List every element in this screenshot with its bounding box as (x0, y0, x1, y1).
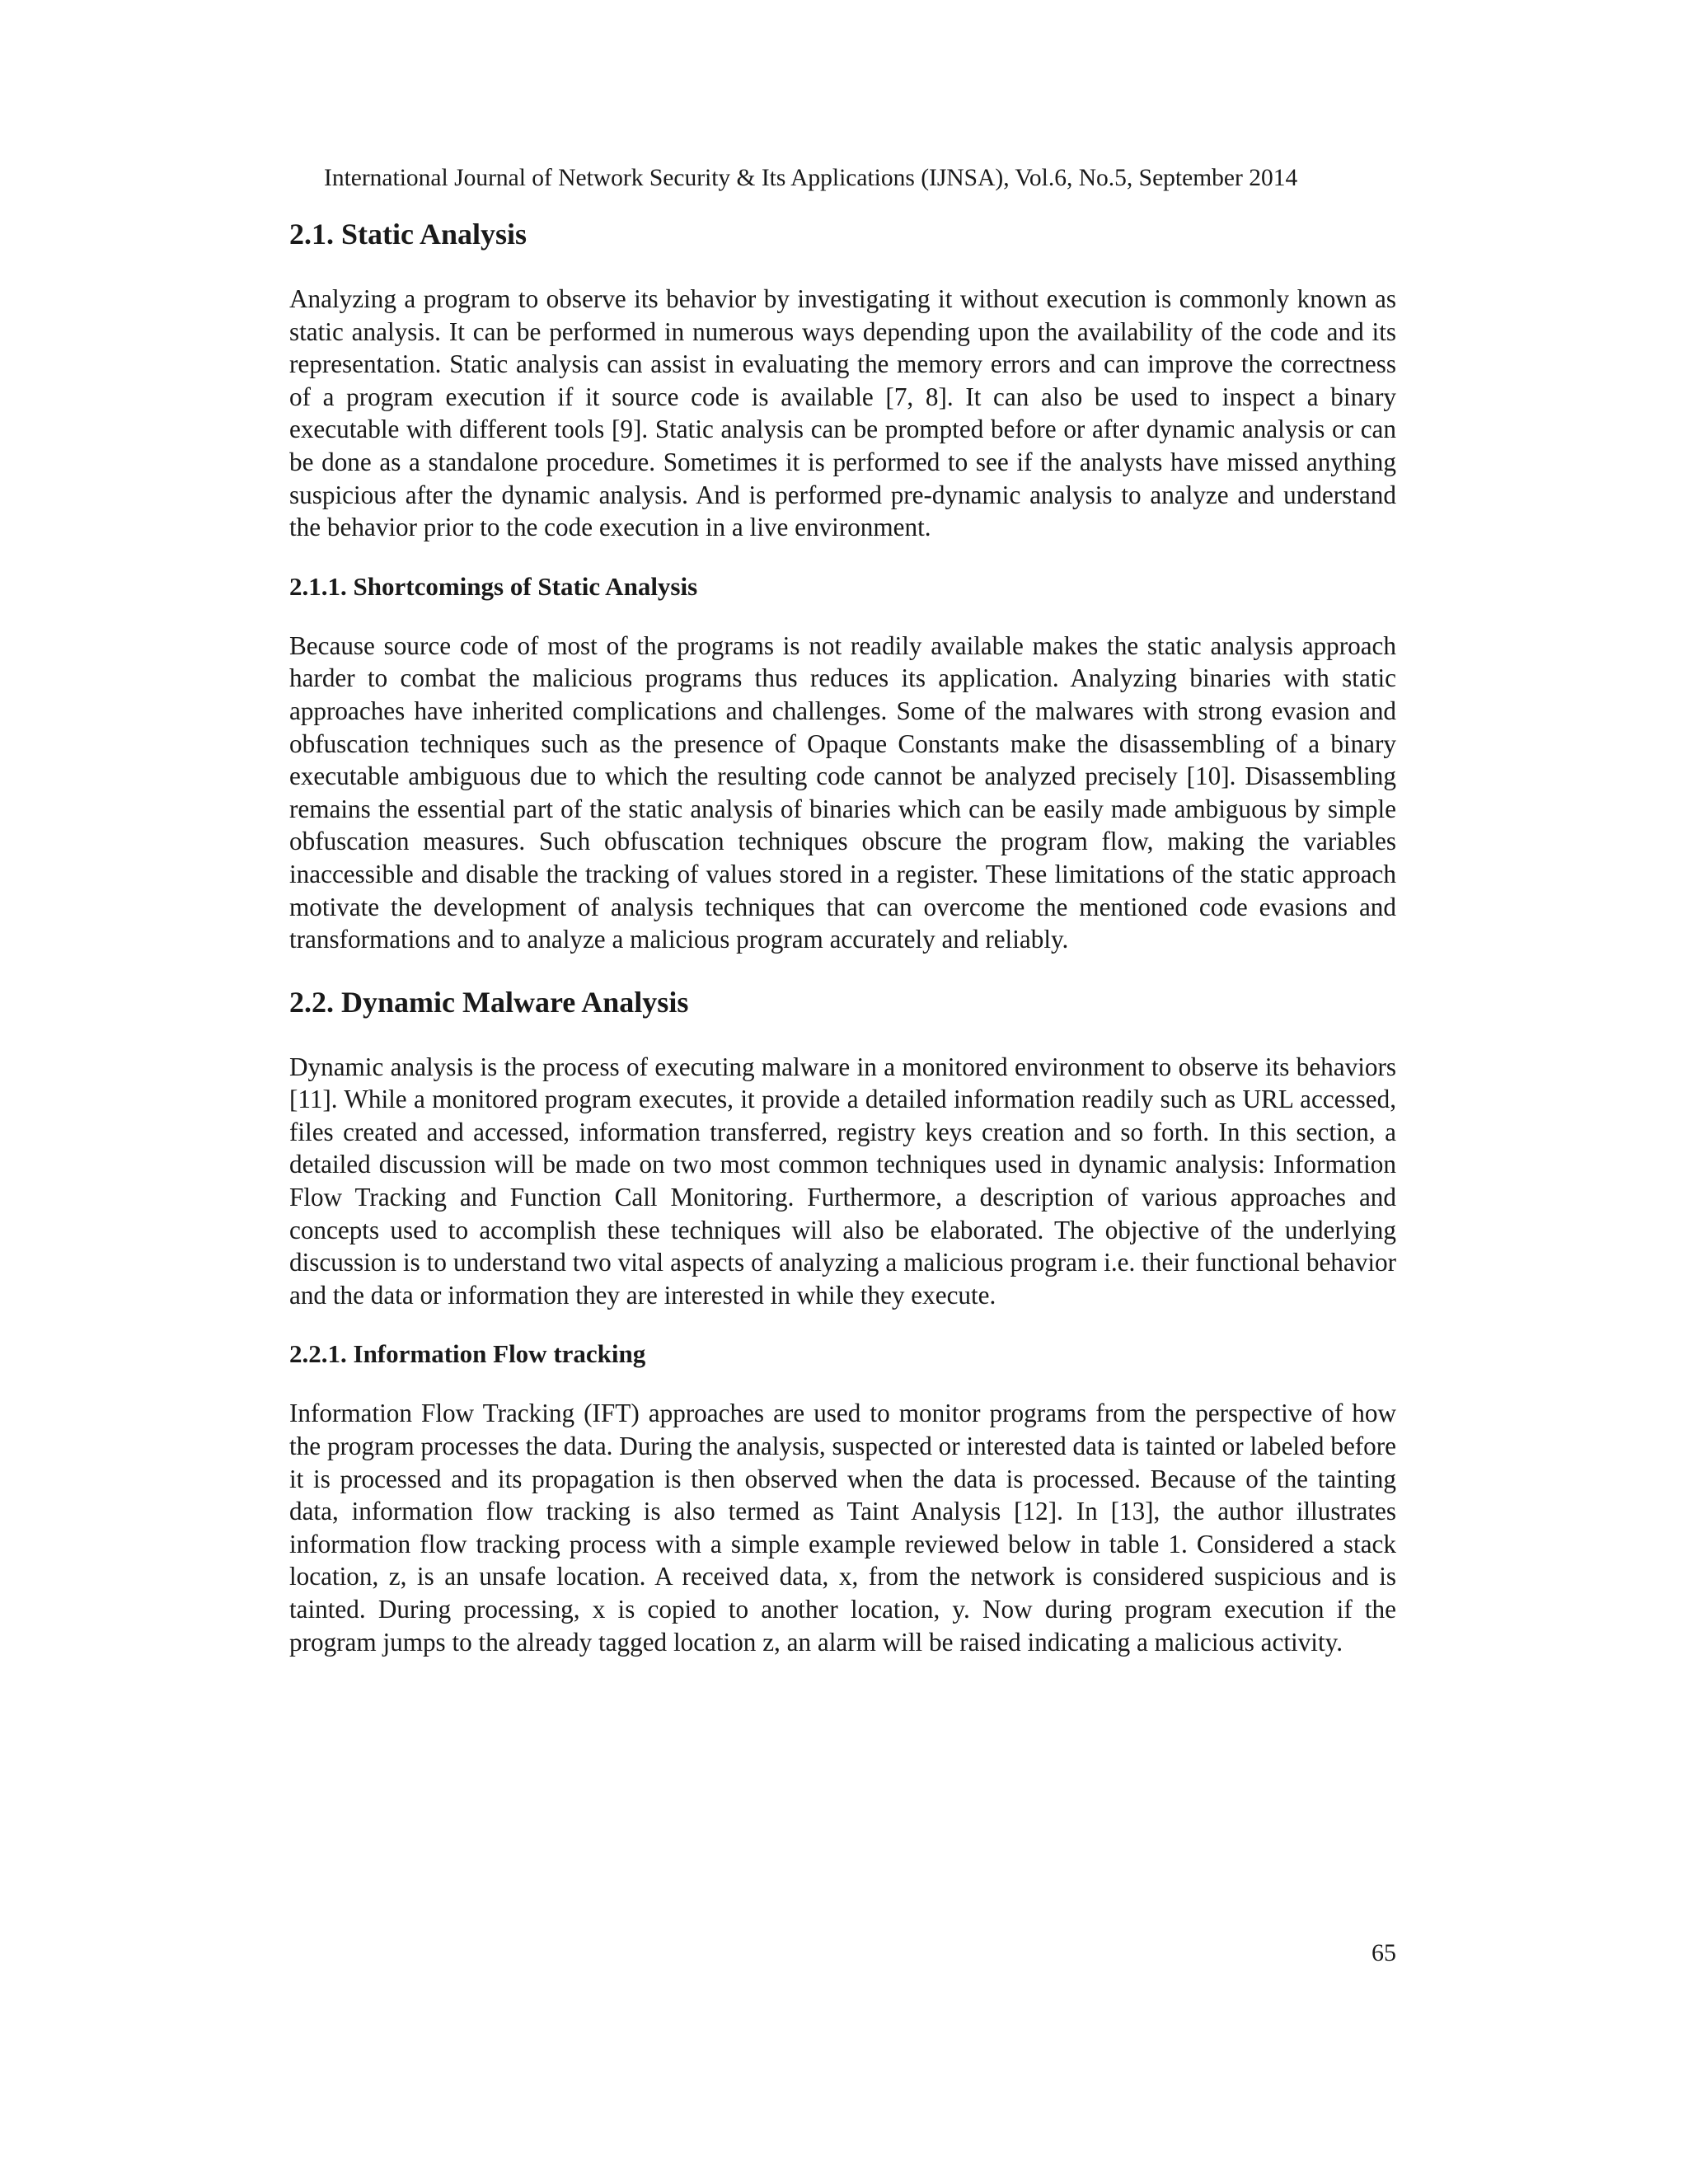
page-body (289, 216, 1396, 1685)
page-number: 65 (1372, 1939, 1396, 1966)
section-heading-static-analysis: 2.1. Static Analysis (289, 218, 528, 251)
section-heading-dynamic-analysis: 2.2. Dynamic Malware Analysis (289, 985, 689, 1019)
paragraph-shortcomings: Because source code of most of the programs is not readily available makes the static analysis approach harder to combat the malicious programs thus reduces its application. Analyzing binaries with static approaches have inherited complications and challenges. Some of the malwares with strong evasion and obfuscation techniques such as the presence of Opaque Constants make the disassembling of a binary executable ambiguous due to which the resulting code cannot be analyzed precisely [10]. Disassembling remains the essential part of the static analysis of binaries which can be easily made ambiguous by simple obfuscation measures. Such obfuscation techniques obscure the program flow, making the variables inaccessible and disable the tracking of values stored in a register. These limitations of the static approach motivate the development of analysis techniques that can overcome the mentioned code evasions and transformations and to analyze a malicious program accurately and reliably. (289, 630, 1396, 954)
paragraph-information-flow: Information Flow Tracking (IFT) approaches are used to monitor programs from the perspective of how the program processes the data. During the analysis, suspected or interested data is tainted or labeled before it is processed and its propagation is then observed when the data is processed. Because of the tainting data, information flow tracking is also termed as Taint Analysis [12]. In [13], the author illustrates information flow tracking process with a simple example reviewed below in table 1. Considered a stack location, z, is an unsafe location. A received data, x, from the network is considered suspicious and is tainted. During processing, x is copied to another location, y. Now during program execution if the program jumps to the already tagged location z, an alarm will be raised indicating a malicious activity. (289, 1399, 1396, 1657)
paragraph-dynamic-analysis: Dynamic analysis is the process of executing malware in a monitored environment to observe its behaviors [11]. While a monitored program executes, it provide a detailed information readily such as URL accessed, files created and accessed, information transferred, registry keys creation and so forth. In this section, a detailed discussion will be made on two most common techniques used in dynamic analysis: Information Flow Tracking and Function Call Monitoring. Furthermore, a description of various approaches and concepts used to accomplish these techniques will also be elaborated. The objective of the underlying discussion is to understand two vital aspects of analyzing a malicious program i.e. their functional behavior and the data or information they are interested in while they execute. (289, 1052, 1396, 1310)
subsection-heading-information-flow: 2.2.1. Information Flow tracking (289, 1339, 646, 1369)
running-header: International Journal of Network Security & Its Applications (IJNSA), Vol.6, No.5, September 2014 (324, 165, 1298, 191)
subsection-heading-shortcomings: 2.1.1. Shortcomings of Static Analysis (289, 571, 698, 601)
paragraph-static-analysis: Analyzing a program to observe its behavior by investigating it without execution is commonly known as static analysis. It can be performed in numerous ways depending upon the availability of the code and its representation. Static analysis can assist in evaluating the memory errors and can improve the correctness of a program execution if it source code is available [7, 8]. It can also be used to inspect a binary executable with different tools [9]. Static analysis can be prompted before or after dynamic analysis or can be done as a standalone procedure. Sometimes it is performed to see if the analysts have missed anything suspicious after the dynamic analysis. And is performed pre-dynamic analysis to analyze and understand the behavior prior to the code execution in a live environment. (289, 284, 1396, 542)
